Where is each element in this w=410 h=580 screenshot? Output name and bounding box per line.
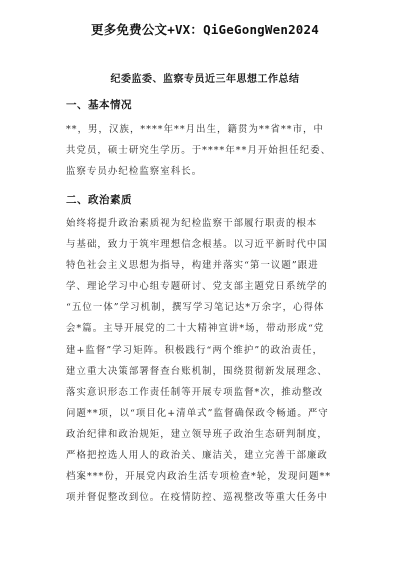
section-heading-basic-info: 一、基本情况 [66,99,132,111]
paragraph-political [66,213,362,508]
text-line: “五位一体”学习机制，撰写学习笔记达*万余字，心得体 [66,302,325,314]
text-line: 档案***份，开展党内政治生活专项检查*轮，发现问题** [66,471,332,483]
text-line: **，男，汉族，****年**月出生，籍贯为**省**市，中 [66,124,325,135]
text-line: 建+监督”学习矩阵。积极践行“两个维护”的政治责任， [66,344,324,356]
text-line: 政治纪律和政治规矩，建立领导班子政治生态研判制度， [66,428,328,440]
text-line: 始终将提升政治素质视为纪检监察干部履行职责的根本 [66,218,318,229]
text-line: 会*篇。主导开展党的二十大精神宣讲*场，带动形成“党 [66,323,325,335]
text-line: 问题**项，以“项目化+清单式”监督确保政令畅通。严守 [66,407,329,419]
section-heading-political: 二、政治素质 [66,194,132,206]
text-line: 严格把控选人用人的政治关、廉洁关，建立完善干部廉政 [66,450,328,462]
text-line: 学、理论学习中心组专题研讨、党支部主题党日系统学的 [66,281,328,293]
document-title: 纪委监委、监察专员近三年思想工作总结 [110,74,300,85]
paragraph-basic-info [66,119,362,182]
text-line: 落实意识形态工作责任制等开展专项监督*次，推动整改 [66,386,324,398]
text-line: 与基础，致力于筑牢理想信念根基。以习近平新时代中国 [66,239,328,251]
text-line: 共党员，硕士研究生学历。于****年**月开始担任纪委、 [66,145,332,157]
text-line: 特色社会主义思想为指导，构建并落实“第一议题”跟进 [66,260,319,272]
text-line: 项并督促整改到位。在疫情防控、巡视整改等重大任务中 [66,492,328,504]
text-line: 监察专员办纪检监察室科长。 [66,166,203,178]
text-line: 建立重大决策部署督查台账机制，围绕贯彻新发展理念、 [66,365,328,377]
watermark-banner: 更多免费公文+VX：QiGeGongWen2024 [91,22,319,37]
